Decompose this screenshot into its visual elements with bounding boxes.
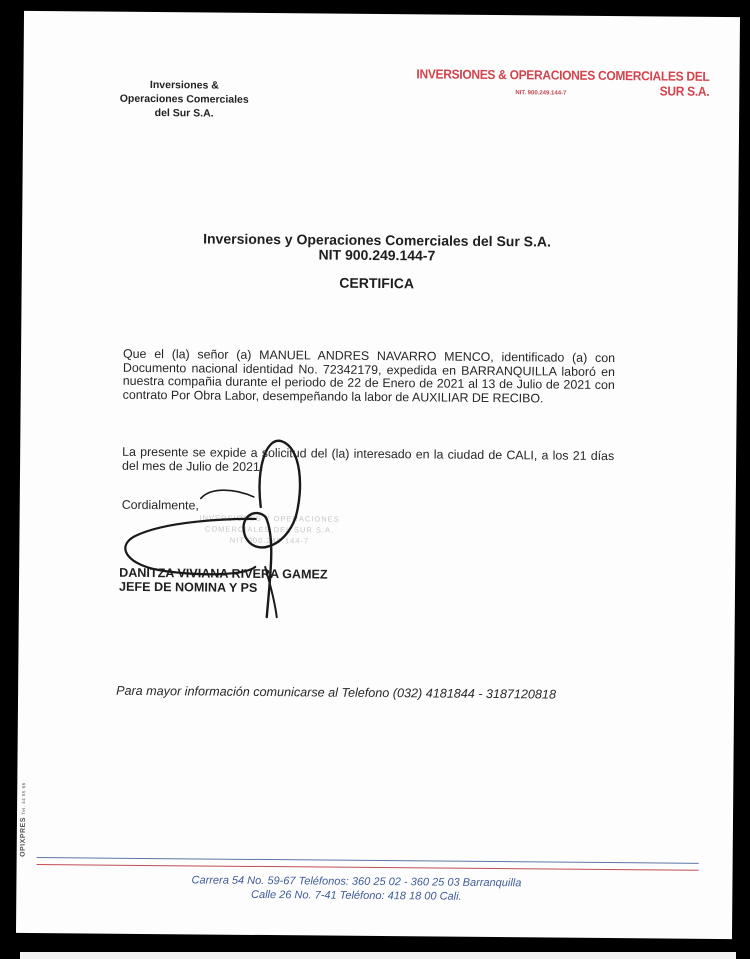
handwritten-signature (105, 426, 357, 628)
footer-rule-red (37, 864, 699, 871)
signer-name: DANITZA VIVIANA RIVERA GAMEZ (119, 565, 328, 582)
closing-salutation: Cordialmente, (121, 497, 199, 513)
printer-name: OPIXPRES (19, 817, 28, 857)
company-nit: NIT 900.249.144-7 (318, 246, 436, 264)
footer-address-barranquilla: Carrera 54 No. 59-67 Teléfonos: 360 25 02 - 360 25 03 Barranquilla (191, 874, 522, 890)
company-logo-left (119, 78, 249, 121)
company-title: Inversiones y Operaciones Comerciales del Sur S.A. (203, 230, 552, 250)
stamp-line: INVERSIONES Y OPERACIONES (199, 513, 340, 524)
printer-mark (20, 782, 28, 857)
printer-small-text: Tel. 44 55 66 (21, 782, 27, 815)
footer-address-cali: Calle 26 No. 7-41 Teléfono: 418 18 00 Cali. (250, 888, 462, 903)
letterhead-company-name: INVERSIONES & OPERACIONES COMERCIALES DEL SUR S.A. (416, 66, 710, 99)
logo-line: Inversiones & (149, 78, 219, 92)
next-page-edge (20, 952, 736, 959)
logo-line: del Sur S.A. (154, 107, 214, 120)
stamp-line: COMERCIALES DEL SUR S.A. (204, 524, 335, 535)
stamp-line: NIT 900.249.144-7 (229, 535, 310, 546)
certificate-page (16, 11, 740, 939)
footer-rule-blue (37, 857, 699, 864)
certificate-heading: CERTIFICA (339, 274, 415, 292)
certification-paragraph: Que el (la) señor (a) MANUEL ANDRES NAVARRO MENCO, identificado (a) con Documento nacional identidad No. 72342179, expedida en BARRANQUILLA laboró en nuestra compañia durante el periodo de 22 de Enero de 2021 al 13 de Julio de 2021 con contrato Por Obra Labor, desempeñando la labor de AUXILIAR DE RECIBO. (122, 346, 616, 405)
letterhead-nit: NIT. 900.249.144-7 (515, 90, 567, 97)
contact-info-line: Para mayor información comunicarse al Telefono (032) 4181844 - 3187120818 (116, 683, 557, 702)
issuance-paragraph: La presente se expide a solicitud del (la) interesado en la ciudad de CALI, a los 21 días del mes de Julio de 2021. (122, 444, 615, 474)
signer-title: JEFE DE NOMINA Y PS (118, 579, 258, 595)
logo-line: Operaciones Comerciales (119, 92, 249, 106)
